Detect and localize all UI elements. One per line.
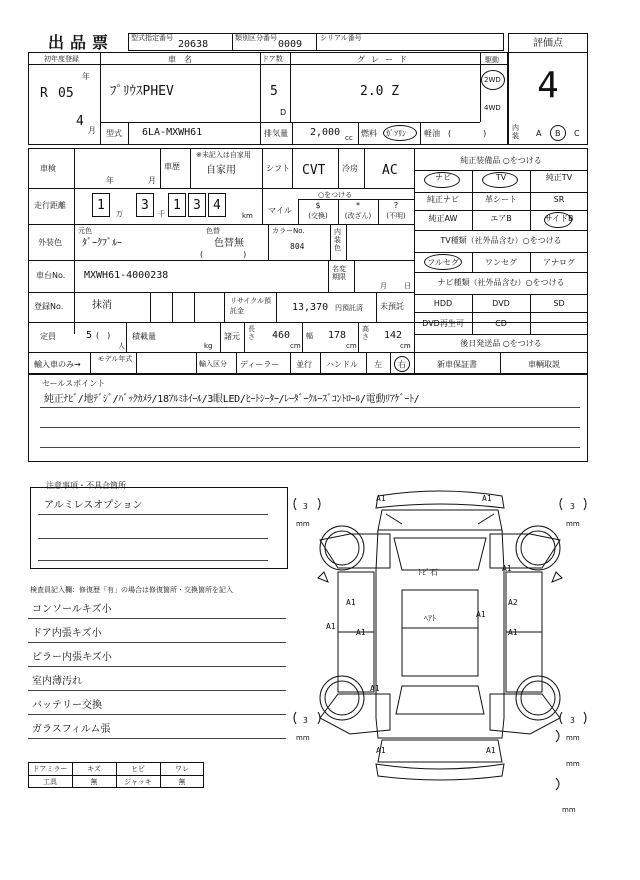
drive-4wd: 4WD [484, 104, 501, 112]
hei-value: 142 [384, 330, 403, 341]
inspector-underline-4 [28, 714, 286, 715]
recycle-value: 13,370 [292, 302, 329, 313]
first-reg-label: 初年度登録 [44, 55, 79, 63]
reg-label: 登録No. [34, 302, 64, 311]
equip-item-2-0: 純正AW [428, 214, 458, 223]
doors-label: ドア数 [262, 55, 283, 63]
paint-paren: ( ) [200, 250, 247, 259]
tire-rl-value: 3 [303, 716, 308, 725]
use-label: 車歴 [164, 162, 180, 171]
form-title: 出品票 [48, 33, 115, 52]
mileage-digit-3: 1 [173, 198, 181, 213]
mark-door-r-front: A2 [508, 598, 518, 607]
serial-label: シリアル番号 [320, 34, 362, 42]
car-name-label: 車 名 [168, 55, 192, 64]
handle-right-circle [394, 356, 410, 372]
doors-value: 5 [270, 84, 278, 99]
sales-box [28, 374, 588, 462]
legend-v-none2: 無 [178, 778, 186, 786]
tire-fl-mm: mm [296, 520, 310, 528]
shift-label: シフト [266, 164, 290, 173]
diesel-label: 軽油 [424, 129, 440, 138]
tire-fr-mm: mm [566, 520, 580, 528]
hei-unit: cm [400, 342, 411, 350]
mileage-man: 万 [116, 210, 123, 218]
mirror-mm-2: mm [562, 806, 576, 814]
ac-label: 冷房 [342, 164, 358, 173]
capacity-unit: 人 [118, 342, 125, 350]
fuel-circle [383, 125, 417, 141]
tire-fr-value: 3 [570, 502, 575, 511]
capacity-label: 定員 [40, 332, 56, 341]
drive-label: 駆動 [485, 56, 499, 64]
class-no-label: 類別区分番号 [235, 34, 277, 42]
grade-value: 2.0 Z [360, 84, 400, 99]
star-mark: * [356, 201, 360, 210]
tire-rr-value: 3 [570, 716, 575, 725]
handle-label: ハンドル [326, 360, 358, 369]
model-year-label: モデル年式 [97, 355, 133, 363]
shaken-year-unit: 年 [106, 176, 114, 185]
chassis-value: MXWH61-4000238 [84, 270, 169, 281]
mileage-digit-5: 4 [213, 198, 221, 213]
inspector-line-5: ガラスフィルム張 [32, 724, 111, 735]
equip-item-0-0: ナビ [435, 173, 451, 182]
type-no-value: 20638 [178, 39, 209, 50]
handle-right: 右 [398, 360, 406, 369]
capacity-paren: ( ) [96, 331, 111, 340]
import-class-label: 輸入区分 [199, 360, 227, 368]
type-no-label: 型式指定番号 [131, 34, 173, 42]
fuel-label: 燃料 [361, 129, 377, 138]
mark-windshield: ﾄﾋﾞ石 [418, 568, 438, 577]
mileage-label: 走行距離 [34, 201, 66, 210]
inspector-line-3: 室内薄汚れ [32, 676, 82, 687]
tv-fullseg-circle [424, 254, 462, 270]
wid-value: 178 [328, 330, 347, 341]
inspector-line-4: バッテリー交換 [32, 700, 102, 711]
mileage-digit-1: 1 [97, 198, 105, 213]
navi-title: ナビ種類（社外品含む）○をつける [437, 278, 565, 287]
legend-h-hibi: ヒビ [131, 765, 145, 773]
equip-item-2-2: サイドB [544, 214, 574, 223]
inspector-underline-3 [28, 690, 286, 691]
mark-roof: ﾍｱﾄ [424, 614, 436, 623]
mark-front-bumper-r: A1 [482, 494, 492, 503]
mark-door-r-mid: A1 [476, 610, 486, 619]
equip-item-1-0: 純正ナビ [427, 195, 459, 204]
use-note: ※未記入は自家用 [196, 151, 251, 159]
inspector-line-1: ドア内張キズ小 [32, 628, 102, 639]
capacity-value: 5 [86, 330, 93, 341]
door-suffix: D [280, 108, 287, 117]
mark-rear-bumper-l: A1 [376, 746, 386, 755]
shaken-month-unit: 月 [148, 176, 156, 185]
rename-label: 名変期限 [332, 265, 346, 281]
notes-line-1: アルミレスオプション [44, 500, 143, 511]
cc-unit: cc [345, 134, 353, 142]
inspector-underline-0 [28, 618, 286, 619]
mark-door-l-front: A1 [346, 598, 356, 607]
orig-color-label: 元色 [78, 227, 92, 235]
notes-title: 注意事項・不具合箇所 [46, 481, 126, 490]
recycle-unit: 円預託済 [335, 304, 363, 312]
model-label: 型式 [106, 129, 122, 138]
mile-label: マイル [268, 206, 292, 215]
tv-fullseg: フルセグ [427, 258, 459, 267]
len-unit: cm [290, 342, 301, 350]
rename-day: 日 [404, 282, 411, 290]
era: R [40, 86, 48, 101]
interior-a: A [536, 129, 542, 138]
inspector-underline-2 [28, 666, 286, 667]
equip-item-1-1: 革シート [485, 195, 517, 204]
legend-h-mirror: ドアミラー [32, 765, 68, 773]
star-sub: (改ざん) [344, 212, 372, 220]
car-name-value: ﾌﾟﾘｳｽPHEV [110, 84, 174, 99]
displacement-value: 2,000 [310, 127, 341, 138]
mark-door-r-rear: A1 [508, 628, 518, 637]
reg-value: 抹消 [92, 300, 112, 311]
navi-sd: SD [553, 299, 565, 308]
legend-h-ware: ワレ [175, 765, 189, 773]
drive-2wd-circle [481, 70, 505, 90]
diesel-paren: ( ) [448, 129, 487, 138]
mileage-sen: 千 [158, 210, 165, 218]
color-code-label: カラーNo. [272, 227, 305, 235]
mileage-km: km [242, 212, 253, 220]
score-label: 評価点 [533, 38, 563, 49]
equip-item-2-1: エアB [490, 214, 512, 223]
tv-oneseg: ワンセグ [485, 258, 517, 267]
color-code-value: 804 [290, 242, 305, 251]
interior-c: C [574, 129, 580, 138]
wid-label: 幅 [306, 332, 313, 340]
mirror-mm-1: mm [566, 760, 580, 768]
month-unit: 月 [88, 126, 96, 135]
navi-dvd: DVD [492, 299, 510, 308]
inspector-underline-1 [28, 642, 286, 643]
model-value: 6LA-MXWH61 [142, 127, 203, 138]
equip-item-0-1: TV [495, 173, 507, 182]
mark-front-bumper-l: A1 [376, 494, 386, 503]
fuel-gasoline: ｶﾞｿﾘﾝ [386, 129, 406, 138]
car-damage-diagram [290, 478, 590, 818]
color-label: 外装色 [38, 238, 62, 247]
docs-title: 後日発送品 ○をつける [460, 339, 542, 348]
load-label: 積載量 [132, 332, 156, 341]
q-sub: (不明) [386, 212, 406, 220]
docs-warranty: 新車保証書 [437, 360, 477, 369]
tire-fl-value: 3 [303, 502, 308, 511]
equip-title: 純正装備品 ○をつける [460, 156, 542, 165]
tv-analog: アナログ [543, 258, 575, 267]
paint-label: 色替 [206, 227, 220, 235]
len-value: 460 [272, 330, 291, 341]
navi-hdd: HDD [433, 299, 453, 308]
load-unit: kg [204, 342, 213, 350]
navi-dvd-play: DVD再生可 [422, 319, 464, 328]
mark-rear-fender-l: A1 [370, 684, 380, 693]
rename-month: 月 [380, 282, 387, 290]
equip-circle-1 [482, 172, 518, 188]
equip-item-1-2: SR [553, 195, 565, 204]
len-label: 長さ [248, 325, 255, 341]
recycle-unpaid: 未預託 [380, 302, 404, 311]
sales-label: セールスポイント [42, 379, 106, 388]
interior-b-circle [550, 125, 566, 141]
era-year: 05 [58, 86, 74, 101]
interior-b: B [555, 129, 561, 138]
chassis-label: 車台No. [36, 271, 66, 280]
tire-rr-mm: mm [566, 734, 580, 742]
shaken-label: 車検 [40, 164, 56, 173]
inspector-note: 検査員記入欄：修復歴「有」の場合は修復箇所・交換箇所を記入 [30, 586, 233, 594]
equip-circle-0 [424, 172, 460, 188]
inspector-line-0: コンソールキズ小 [32, 604, 112, 615]
recycle-label: リサイクル預託金 [230, 297, 272, 315]
sales-line-1: 純正ﾅﾋﾞ/地ﾃﾞｼﾞ/ﾊﾞｯｸｶﾒﾗ/18ｱﾙﾐﾎｲｰﾙ/3眼LED/ﾋｰﾄｼｰﾀｰ/ﾚｰﾀﾞｰｸﾙｰｽﾞｺﾝﾄﾛｰﾙ/電動ﾘｱｹﾞｰﾄ/ [44, 394, 420, 405]
import-dealer: ディーラー [240, 360, 280, 369]
import-label: 輸入車のみ→ [34, 360, 81, 369]
int-color-label: 内装色 [334, 228, 341, 252]
mileage-digit-2: 3 [141, 198, 149, 213]
dollar-mark: $ [315, 201, 321, 210]
mileage-check-label: ○をつける [318, 191, 353, 199]
use-value: 自家用 [206, 165, 236, 176]
orig-color-value: ﾀﾞｰｸﾌﾞﾙｰ [82, 238, 122, 249]
legend-v-jack: ジャッキ [124, 778, 152, 786]
class-no-value: 0009 [278, 39, 303, 50]
shift-value: CVT [302, 163, 326, 178]
interior-label: 内装 [512, 124, 519, 140]
wid-unit: cm [346, 342, 357, 350]
inspector-line-2: ピラー内張キズ小 [32, 652, 112, 663]
equip-item-0-2: 純正TV [545, 173, 573, 182]
navi-cd: CD [495, 319, 507, 328]
inspector-underline-5 [28, 738, 286, 739]
score-value: 4 [537, 65, 559, 106]
handle-left: 左 [374, 360, 382, 369]
mark-rear-bumper-r: A1 [486, 746, 496, 755]
grade-label: グレード [357, 55, 413, 64]
dims-label: 諸元 [224, 332, 240, 341]
mark-fender-r: A1 [502, 564, 512, 573]
mileage-digit-4: 3 [193, 198, 201, 213]
equip-circle-2 [544, 212, 572, 228]
tire-rl-mm: mm [296, 734, 310, 742]
legend-v-none1: 無 [90, 778, 98, 786]
mark-door-l-rear: A1 [356, 628, 366, 637]
legend-v-tool: 工具 [43, 778, 57, 786]
paint-value: 色替無 [214, 238, 244, 249]
dollar-sub: (交換) [308, 212, 328, 220]
docs-manual: 車輌取説 [528, 360, 560, 369]
hei-label: 高さ [362, 325, 369, 341]
drive-2wd: 2WD [484, 76, 501, 84]
tv-title: TV種類（社外品含む）○をつける [440, 236, 562, 245]
q-mark: ? [393, 201, 399, 210]
ac-value: AC [382, 163, 398, 178]
month-value: 4 [76, 114, 84, 129]
import-parallel: 並行 [296, 360, 312, 369]
year-unit: 年 [82, 72, 90, 81]
mark-side-l: A1 [326, 622, 336, 631]
displacement-label: 排気量 [264, 129, 288, 138]
legend-h-kizu: キズ [87, 765, 101, 773]
